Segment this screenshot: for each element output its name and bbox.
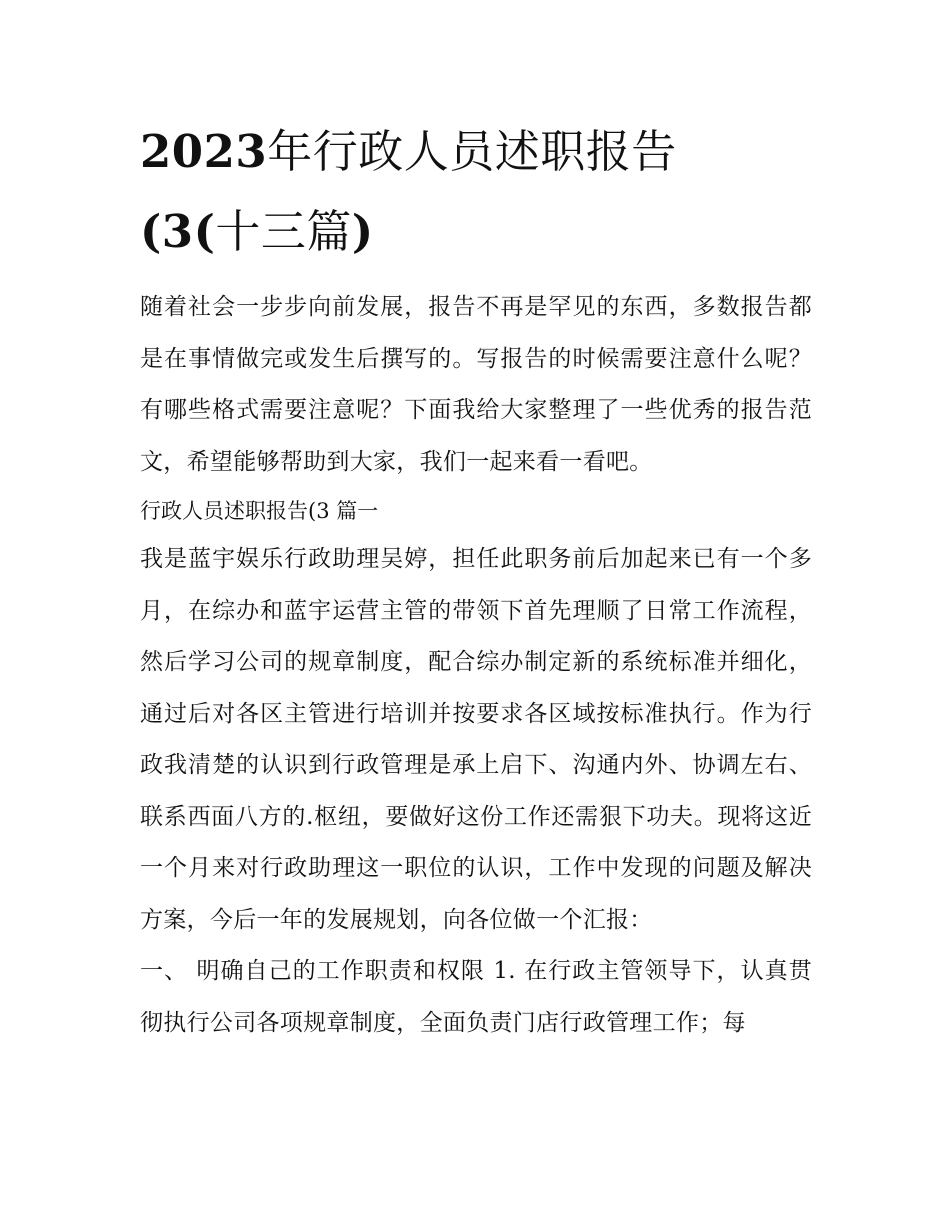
title-text: 年行政人员述职报告 [267, 125, 677, 178]
body-paragraph: 我是蓝宇娱乐行政助理吴婷，担任此职务前后加起来已有一个多月，在综办和蓝宇运营主管的带领下首先理顺了日常工作流程，然后学习公司的规章制度，配合综办制定新的系统标准并细化，通过后对各区主管进行培训并按要求各区域按标准执行。作为行政我清楚的认识到行政管理是承上启下、沟通内外、协调左右、联系西面八方的.枢纽，要做好这份工作还需狠下功夫。现将这近一个月来对行政助理这一职位的认识，工作中发现的问题及解决方案，今后一年的发展规划，向各位做一个汇报： [140, 546, 812, 933]
title-line2-suffix: ) [351, 205, 374, 258]
title-line2-main: 十三篇 [215, 205, 352, 258]
intro-paragraph: 随着社会一步步向前发展，报告不再是罕见的东西，多数报告都是在事情做完或发生后撰写的。写报告的时候需要注意什么呢？有哪些格式需要注意呢？下面我给大家整理了一些优秀的报告范文，希望能够帮助到大家，我们一起来看一看吧。 [140, 294, 812, 475]
title-line2-prefix: (3( [140, 205, 216, 258]
document-title [140, 112, 812, 272]
section-heading: 行政人员述职报告(3 篇一 [140, 499, 379, 523]
list-paragraph: 一、 明确自己的工作职责和权限 1. 在行政主管领导下，认真贯彻执行公司各项规章制度，全面负责门店行政管理工作；每 [140, 958, 812, 1036]
title-year: 2023 [140, 125, 268, 178]
document-content [140, 112, 812, 1049]
